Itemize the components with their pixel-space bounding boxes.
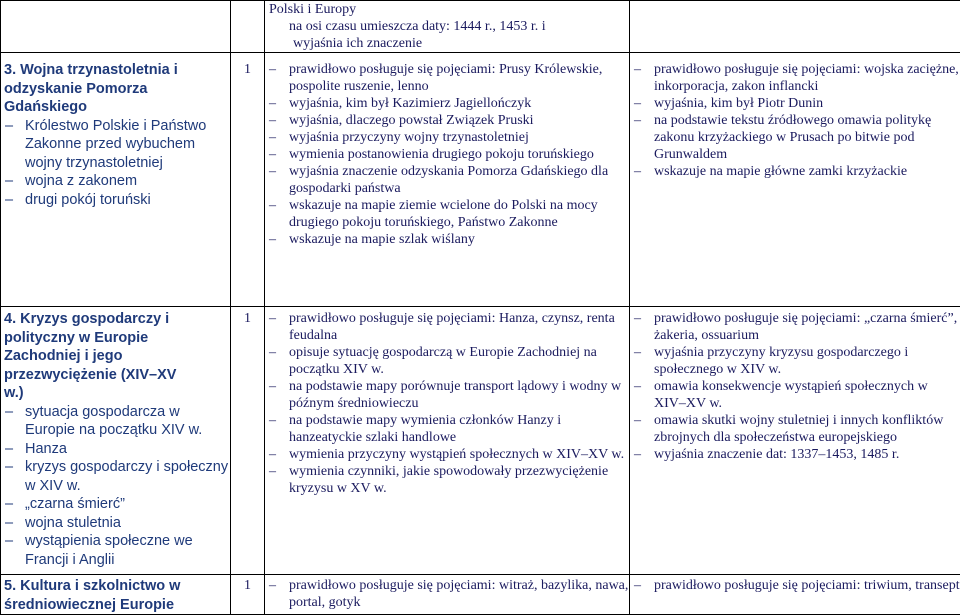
hours-cell (231, 1, 265, 53)
list-item: – wymienia czynniki, jakie spowodowały przezwyciężenie kryzysu w XV w. (265, 463, 629, 497)
list-item: – wskazuje na mapie ziemie wcielone do Polski na mocy drugiego pokoju toruńskiego, Państwo Zakonne (265, 197, 629, 231)
topic-title: 3. Wojna trzynastoletnia i odzyskanie Pomorza Gdańskiego (1, 61, 230, 117)
list-item: – wojna z zakonem (1, 172, 230, 191)
list-item: – omawia skutki wojny stuletniej i innych konfliktów zbrojnych dla społeczeństwa europejskiego (630, 412, 960, 446)
list-item: – wskazuje na mapie szlak wiślany (265, 231, 629, 248)
list-item: – prawidłowo posługuje się pojęciami: Hanza, czynsz, renta feudalna (265, 310, 629, 344)
basic-requirements-cell (265, 1, 630, 53)
table-row (1, 1, 960, 53)
extended-requirements-cell (630, 53, 960, 307)
list-item: – Hanza (1, 440, 230, 459)
list-item: – kryzys gospodarczy i społeczny w XIV w. (1, 458, 230, 495)
topic-title: 4. Kryzys gospodarczy i polityczny w Europie Zachodniej i jego przezwyciężenie (XIV–XV w.) (1, 310, 230, 403)
hours-cell: 1 (231, 575, 265, 615)
list-item: – na podstawie mapy porównuje transport lądowy i wodny w późnym średniowieczu (265, 378, 629, 412)
list-item: – omawia konsekwencje wystąpień społecznych w XIV–XV w. (630, 378, 960, 412)
list-item: – „czarna śmierć” (1, 495, 230, 514)
table-row (1, 53, 960, 307)
topic-cell (1, 307, 231, 575)
list-item: – wyjaśnia, dlaczego powstał Związek Pruski (265, 112, 629, 129)
topic-cell (1, 575, 231, 615)
table-row (1, 575, 960, 615)
list-item: – na podstawie mapy wymienia członków Hanzy i hanzeatyckie szlaki handlowe (265, 412, 629, 446)
subtopic-list (1, 117, 230, 210)
subtopic-list (1, 403, 230, 570)
list-item: – prawidłowo posługuje się pojęciami: „czarna śmierć”, żakeria, ossuarium (630, 310, 960, 344)
list-item: – sytuacja gospodarcza w Europie na początku XIV w. (1, 403, 230, 440)
list-item: – opisuje sytuację gospodarczą w Europie Zachodniej na początku XIV w. (265, 344, 629, 378)
list-item: – wyjaśnia przyczyny kryzysu gospodarczego i społecznego w XIV w. (630, 344, 960, 378)
list-item: – wymienia postanowienia drugiego pokoju toruńskiego (265, 146, 629, 163)
table-row (1, 307, 960, 575)
list-item: – Królestwo Polskie i Państwo Zakonne przed wybuchem wojny trzynastoletniej (1, 117, 230, 173)
list-item: – wyjaśnia, kim był Piotr Dunin (630, 95, 960, 112)
topic-cell (1, 53, 231, 307)
list-item: wyjaśnia ich znaczenie (265, 35, 629, 52)
list-item: – na podstawie tekstu źródłowego omawia politykę zakonu krzyżackiego w Prusach po bitwie pod Grunwaldem (630, 112, 960, 163)
table-body (1, 1, 960, 615)
list-item: – wyjaśnia znaczenie odzyskania Pomorza Gdańskiego dla gospodarki państwa (265, 163, 629, 197)
list-item: Polski i Europy (265, 1, 629, 18)
list-item: – wymienia przyczyny wystąpień społecznych w XIV–XV w. (265, 446, 629, 463)
basic-requirements-cell (265, 53, 630, 307)
extended-requirements-cell (630, 1, 960, 53)
basic-requirements-cell (265, 307, 630, 575)
topic-cell (1, 1, 231, 53)
list-item: – wojna stuletnia (1, 514, 230, 533)
list-item: – wyjaśnia znaczenie dat: 1337–1453, 1485 r. (630, 446, 960, 463)
list-item: – prawidłowo posługuje się pojęciami: witraż, bazylika, nawa, portal, gotyk (265, 577, 629, 611)
extended-requirements-cell (630, 307, 960, 575)
list-item: – prawidłowo posługuje się pojęciami: Prusy Królewskie, pospolite ruszenie, lenno (265, 61, 629, 95)
topic-title: 5. Kultura i szkolnictwo w średniowiecznej Europie (1, 577, 230, 614)
extended-requirements-cell (630, 575, 960, 615)
list-item: – wyjaśnia, kim był Kazimierz Jagiellończyk (265, 95, 629, 112)
list-item: – wskazuje na mapie główne zamki krzyżackie (630, 163, 960, 180)
hours-cell: 1 (231, 53, 265, 307)
list-item: na osi czasu umieszcza daty: 1444 r., 1453 r. i (265, 18, 629, 35)
hours-cell: 1 (231, 307, 265, 575)
list-item: – wystąpienia społeczne we Francji i Anglii (1, 532, 230, 569)
list-item: – prawidłowo posługuje się pojęciami: wojska zaciężne, inkorporacja, zakon inflancki (630, 61, 960, 95)
list-item: – drugi pokój toruński (1, 191, 230, 210)
list-item: – wyjaśnia przyczyny wojny trzynastoletniej (265, 129, 629, 146)
basic-requirements-cell (265, 575, 630, 615)
list-item: – prawidłowo posługuje się pojęciami: triwium, transept (630, 577, 960, 594)
